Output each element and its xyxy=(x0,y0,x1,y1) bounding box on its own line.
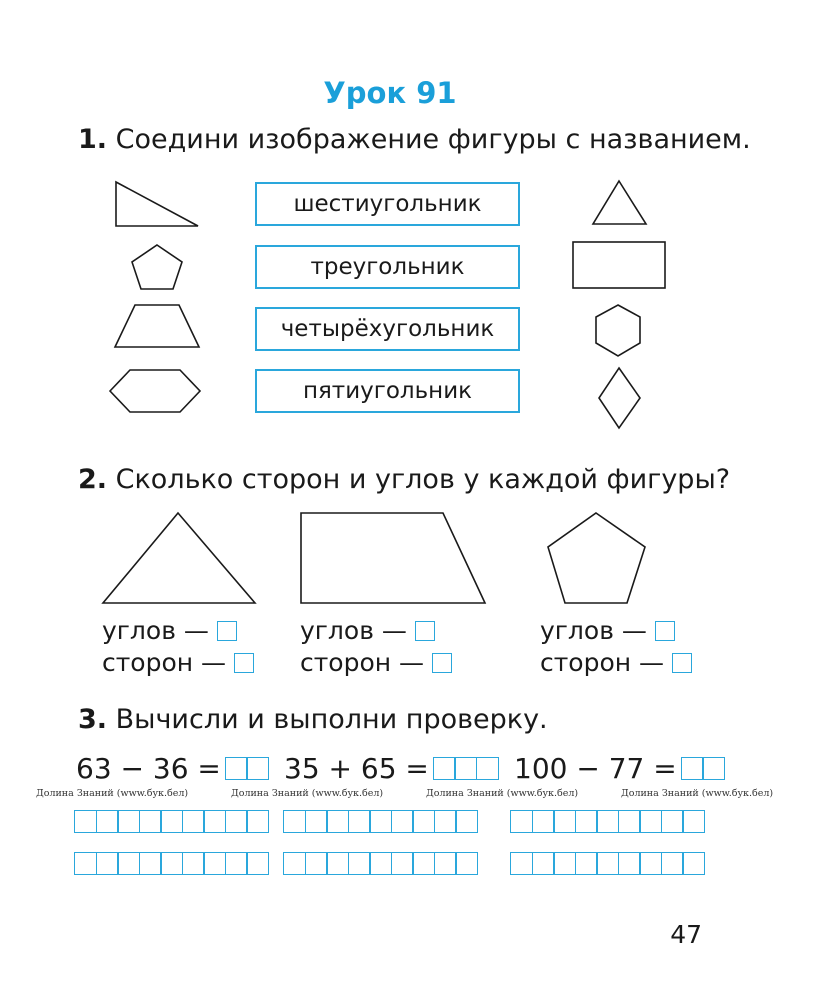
grid-cell[interactable] xyxy=(434,852,457,875)
grid-cell[interactable] xyxy=(246,810,269,833)
expression-3: 100 − 77 = xyxy=(514,752,725,785)
grid-cell[interactable] xyxy=(117,852,140,875)
grid-cell[interactable] xyxy=(618,810,641,833)
answer-box[interactable] xyxy=(432,653,452,673)
answer-cell[interactable] xyxy=(702,757,725,780)
figure-2-angles: углов — xyxy=(300,616,435,645)
task-2-text: Сколько сторон и углов у каждой фигуры? xyxy=(115,464,731,495)
grid-cell[interactable] xyxy=(682,852,705,875)
trapezoid-shape-large xyxy=(298,510,490,606)
grid-cell[interactable] xyxy=(305,810,328,833)
figure-1-sides: сторон — xyxy=(102,648,254,677)
answer-box[interactable] xyxy=(217,621,237,641)
grid-cell[interactable] xyxy=(553,810,576,833)
right-triangle-shape[interactable] xyxy=(113,180,203,230)
grid-cell[interactable] xyxy=(74,852,97,875)
answer-cell[interactable] xyxy=(246,757,269,780)
answer-cell[interactable] xyxy=(681,757,704,780)
expression-1: 63 − 36 = xyxy=(76,752,269,785)
task-3-heading xyxy=(78,704,548,735)
grid-cell[interactable] xyxy=(596,852,619,875)
page-number: 47 xyxy=(670,920,702,949)
task-2-number: 2. xyxy=(78,464,108,495)
grid-cell[interactable] xyxy=(283,810,306,833)
grid-cell[interactable] xyxy=(139,810,162,833)
grid-cell[interactable] xyxy=(203,852,226,875)
grid-cell[interactable] xyxy=(661,852,684,875)
grid-cell[interactable] xyxy=(96,852,119,875)
grid-cell[interactable] xyxy=(203,810,226,833)
hexagon-shape-wide[interactable] xyxy=(108,368,204,416)
grid-cell[interactable] xyxy=(575,852,598,875)
grid-cell[interactable] xyxy=(639,810,662,833)
grid-cell[interactable] xyxy=(639,852,662,875)
grid-cell[interactable] xyxy=(434,810,457,833)
grid-cell[interactable] xyxy=(305,852,328,875)
grid-cell[interactable] xyxy=(412,810,435,833)
grid-cell[interactable] xyxy=(532,852,555,875)
answer-cell[interactable] xyxy=(476,757,499,780)
grid-cell[interactable] xyxy=(412,852,435,875)
task-1-text: Соедини изображение фигуры с названием. xyxy=(115,124,751,155)
grid-cell[interactable] xyxy=(326,810,349,833)
grid-cell[interactable] xyxy=(160,810,183,833)
grid-cell[interactable] xyxy=(369,810,392,833)
answer-box[interactable] xyxy=(655,621,675,641)
task-1-heading xyxy=(78,124,751,155)
check-grid[interactable] xyxy=(283,810,478,833)
check-grid[interactable] xyxy=(74,810,269,833)
grid-cell[interactable] xyxy=(348,810,371,833)
triangle-shape-large xyxy=(100,510,260,606)
answer-cell[interactable] xyxy=(454,757,477,780)
grid-cell[interactable] xyxy=(682,810,705,833)
label-triangle[interactable]: треугольник xyxy=(255,245,520,289)
figure-3-angles: углов — xyxy=(540,616,675,645)
answer-box[interactable] xyxy=(672,653,692,673)
answer-box[interactable] xyxy=(234,653,254,673)
check-grid[interactable] xyxy=(510,852,705,875)
figure-1-angles: углов — xyxy=(102,616,237,645)
grid-cell[interactable] xyxy=(283,852,306,875)
lesson-title: Урок 91 xyxy=(323,76,457,110)
answer-box[interactable] xyxy=(415,621,435,641)
task-3-number: 3. xyxy=(78,704,108,735)
grid-cell[interactable] xyxy=(532,810,555,833)
hexagon-shape-small[interactable] xyxy=(594,303,644,359)
task-1-number: 1. xyxy=(78,124,108,155)
check-grid[interactable] xyxy=(283,852,478,875)
grid-cell[interactable] xyxy=(618,852,641,875)
watermark: Долина Знаний (www.бук.бел) Долина Знаний (www.бук.бел) Долина Знаний (www.бук.бел) Долина Знаний (www.бук.бел) xyxy=(36,788,774,799)
grid-cell[interactable] xyxy=(246,852,269,875)
grid-cell[interactable] xyxy=(74,810,97,833)
grid-cell[interactable] xyxy=(391,852,414,875)
task-3-text: Вычисли и выполни проверку. xyxy=(115,704,548,735)
grid-cell[interactable] xyxy=(182,810,205,833)
grid-cell[interactable] xyxy=(160,852,183,875)
grid-cell[interactable] xyxy=(661,810,684,833)
grid-cell[interactable] xyxy=(455,852,478,875)
trapezoid-shape[interactable] xyxy=(113,302,203,350)
grid-cell[interactable] xyxy=(455,810,478,833)
pentagon-shape-large xyxy=(545,510,649,606)
rhombus-shape[interactable] xyxy=(597,366,643,432)
grid-cell[interactable] xyxy=(225,852,248,875)
grid-cell[interactable] xyxy=(96,810,119,833)
grid-cell[interactable] xyxy=(596,810,619,833)
grid-cell[interactable] xyxy=(553,852,576,875)
rectangle-shape[interactable] xyxy=(571,240,667,290)
grid-cell[interactable] xyxy=(117,810,140,833)
label-hexagon[interactable]: шестиугольник xyxy=(255,182,520,226)
label-quadrilateral[interactable]: четырёхугольник xyxy=(255,307,520,351)
grid-cell[interactable] xyxy=(510,852,533,875)
label-pentagon[interactable]: пятиугольник xyxy=(255,369,520,413)
task-2-heading xyxy=(78,464,730,495)
grid-cell[interactable] xyxy=(510,810,533,833)
pentagon-shape-small[interactable] xyxy=(130,242,186,292)
check-grid[interactable] xyxy=(510,810,705,833)
grid-cell[interactable] xyxy=(391,810,414,833)
answer-cell[interactable] xyxy=(225,757,248,780)
answer-cell[interactable] xyxy=(433,757,456,780)
grid-cell[interactable] xyxy=(326,852,349,875)
grid-cell[interactable] xyxy=(369,852,392,875)
check-grid[interactable] xyxy=(74,852,269,875)
figure-2-sides: сторон — xyxy=(300,648,452,677)
grid-cell[interactable] xyxy=(575,810,598,833)
figure-3-sides: сторон — xyxy=(540,648,692,677)
grid-cell[interactable] xyxy=(139,852,162,875)
triangle-shape-small[interactable] xyxy=(590,178,650,228)
expression-2: 35 + 65 = xyxy=(284,752,499,785)
grid-cell[interactable] xyxy=(225,810,248,833)
grid-cell[interactable] xyxy=(348,852,371,875)
grid-cell[interactable] xyxy=(182,852,205,875)
